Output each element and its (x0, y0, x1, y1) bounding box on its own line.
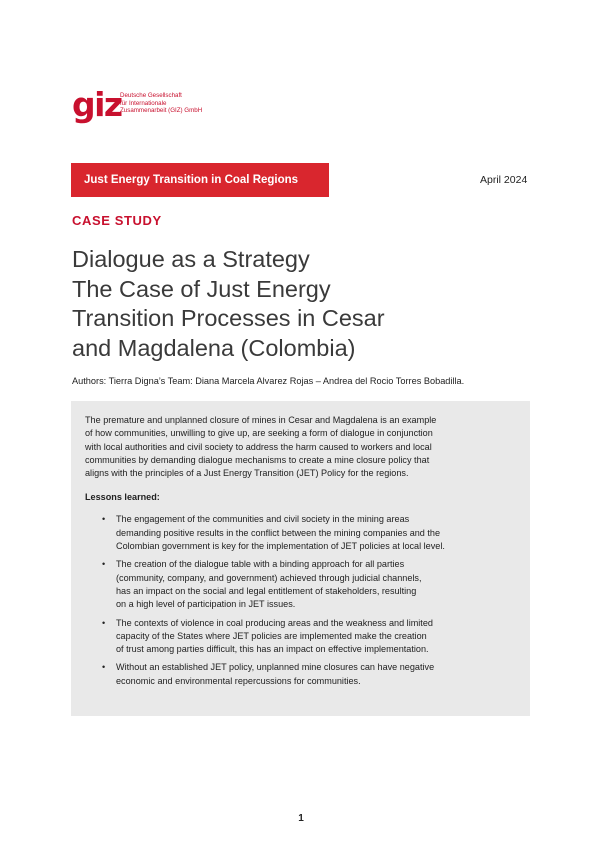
lesson-item (85, 617, 516, 657)
lesson-line: The engagement of the communities and civil society in the mining areas (116, 514, 410, 525)
summary-box (71, 401, 530, 716)
lesson-line: Colombian government is key for the implementation of JET policies at local level. (116, 541, 445, 552)
title-line: Transition Processes in Cesar (72, 305, 385, 331)
logo-line: Deutsche Gesellschaft (120, 92, 182, 99)
bullet-icon: • (102, 559, 106, 570)
case-study-label: CASE STUDY (72, 213, 162, 228)
lesson-line: has an impact on the social and legal entitlement of stakeholders, resulting (116, 585, 417, 596)
lesson-line: demanding positive results in the conflict between the mining companies and the (116, 527, 441, 538)
logo-line: für Internationale (120, 99, 167, 107)
intro-line: The premature and unplanned closure of mines in Cesar and Magdalena is an example (85, 415, 437, 425)
intro-line: of how communities, unwilling to give up, are seeking a form of dialogue in conjunction (85, 428, 433, 439)
title-line: Dialogue as a Strategy (72, 246, 310, 272)
bullet-icon: • (102, 617, 106, 628)
summary-intro (85, 414, 516, 480)
logo-org-name (120, 92, 202, 115)
bullet-icon: • (102, 514, 106, 525)
logo-line: Zusammenarbeit (GIZ) GmbH (120, 107, 203, 115)
lesson-line: The creation of the dialogue table with a binding approach for all parties (116, 559, 405, 570)
authors-line: Authors: Tierra Digna’s Team: Diana Marcela Alvarez Rojas – Andrea del Rocio Torres Bobadilla. (72, 376, 465, 386)
lesson-item (85, 661, 516, 688)
page-number: 1 (298, 813, 304, 824)
series-banner: Just Energy Transition in Coal Regions (71, 163, 329, 197)
publication-date: April 2024 (480, 174, 528, 186)
lesson-line: (community, company, and government) achieved through judicial channels, (116, 572, 422, 583)
lessons-list (85, 513, 516, 688)
lesson-line: of trust among parties difficult, this has an impact on effective implementation. (116, 644, 429, 655)
logo-mark: giz (72, 85, 122, 124)
title-line: and Magdalena (Colombia) (72, 334, 356, 361)
lessons-heading: Lessons learned: (85, 492, 160, 503)
lesson-item (85, 513, 516, 553)
bullet-icon: • (102, 662, 106, 673)
document-title (72, 245, 542, 363)
lesson-line: Without an established JET policy, unplanned mine closures can have negative (116, 662, 435, 673)
lesson-item (85, 558, 516, 611)
lesson-line: capacity of the States where JET policies are implemented make the creation (116, 630, 427, 641)
lesson-line: The contexts of violence in coal producing areas and the weakness and limited (116, 617, 433, 628)
title-line: The Case of Just Energy (72, 275, 331, 302)
intro-line: with local authorities and civil society to address the harm caused to workers and local (85, 441, 432, 452)
intro-line: communities by demanding dialogue mechanisms to create a mine closure policy that (85, 454, 430, 465)
lesson-line: economic and environmental repercussions for communities. (116, 675, 361, 686)
lesson-line: on a high level of participation in JET issues. (116, 599, 296, 610)
intro-line: aligns with the principles of a Just Energy Transition (JET) Policy for the regions. (85, 468, 409, 479)
